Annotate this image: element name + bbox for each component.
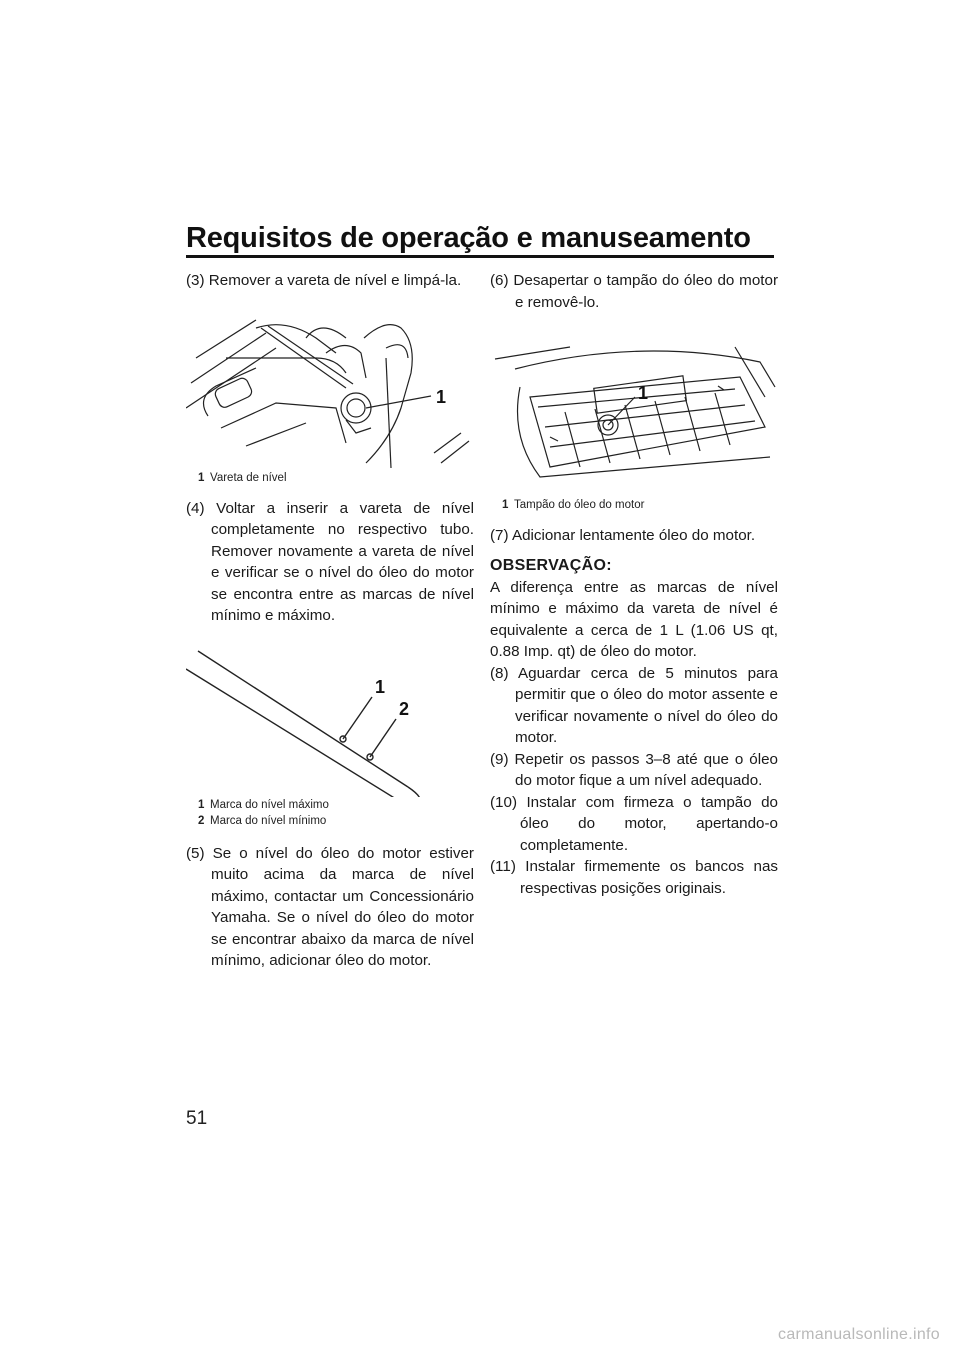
step-4: (4) Voltar a inserir a vareta de nível completamente no respectivo tubo. Remover novamente a vareta de nível e verificar se o nível do óleo do motor se encontra entre as marcas de nível mínimo e máximo. [186, 499, 474, 624]
step-10: (10) Instalar com firmeza o tampão do óleo do motor, apertando-o completamente. [490, 793, 778, 854]
oil-cap-illustration [490, 317, 778, 497]
figure2-caption-number-1: 1 [198, 798, 205, 811]
figure3-caption [502, 497, 778, 513]
step-7: (7) Adicionar lentamente óleo do motor. [490, 527, 756, 544]
figure2-caption-2 [198, 813, 474, 829]
figure3-callout-1: 1 [638, 383, 649, 403]
note-text: A diferença entre as marcas de nível mínimo e máximo da vareta de nível é equivalente a cerca de 1 L (1.06 US qt, 0.88 Imp. qt) de óleo do motor. [490, 578, 778, 660]
figure-dipstick-location [186, 298, 474, 486]
figure3-caption-number: 1 [502, 499, 509, 511]
figure2-callout-2: 2 [399, 698, 410, 719]
figure-dipstick-marks [186, 637, 474, 829]
page-title: Requisitos de operação e manuseamento [186, 222, 751, 254]
figure2-caption-text-2: Marca do nível mínimo [210, 814, 327, 827]
header-rule [186, 255, 774, 258]
step-8: (8) Aguardar cerca de 5 minutos para permitir que o óleo do motor assente e verificar novamente o nível do óleo do motor. [490, 664, 778, 746]
step-6: (6) Desapertar o tampão do óleo do motor e removê-lo. [490, 272, 778, 311]
figure2-caption-number-2: 2 [198, 814, 205, 827]
figure1-caption-text: Vareta de nível [210, 471, 287, 484]
figure1-callout-1: 1 [436, 386, 447, 407]
figure3-caption-text: Tampão do óleo do motor [514, 499, 645, 511]
right-column [490, 270, 778, 899]
figure-oil-cap [490, 317, 778, 513]
page-number: 51 [186, 1108, 208, 1129]
figure1-caption [198, 470, 474, 486]
step-9: (9) Repetir os passos 3–8 até que o óleo do motor fique a um nível adequado. [490, 750, 778, 789]
note-title: OBSERVAÇÃO: [490, 556, 612, 574]
figure2-callout-1: 1 [375, 676, 386, 697]
step-5: (5) Se o nível do óleo do motor estiver muito acima da marca de nível máximo, contactar um Concessionário Yamaha. Se o nível do óleo do motor se encontrar abaixo da marca de nível mínimo, adicionar óleo do motor. [186, 844, 474, 969]
step-3: (3) Remover a vareta de nível e limpá-la. [186, 272, 462, 289]
watermark: carmanualsonline.info [778, 1326, 940, 1343]
step-11: (11) Instalar firmemente os bancos nas respectivas posições originais. [490, 858, 778, 897]
figure2-caption-1 [198, 797, 474, 813]
dipstick-location-illustration [186, 298, 474, 470]
figure1-caption-number: 1 [198, 471, 205, 484]
figure2-caption-text-1: Marca do nível máximo [210, 798, 329, 811]
dipstick-marks-illustration [186, 637, 474, 797]
left-column [186, 270, 474, 972]
